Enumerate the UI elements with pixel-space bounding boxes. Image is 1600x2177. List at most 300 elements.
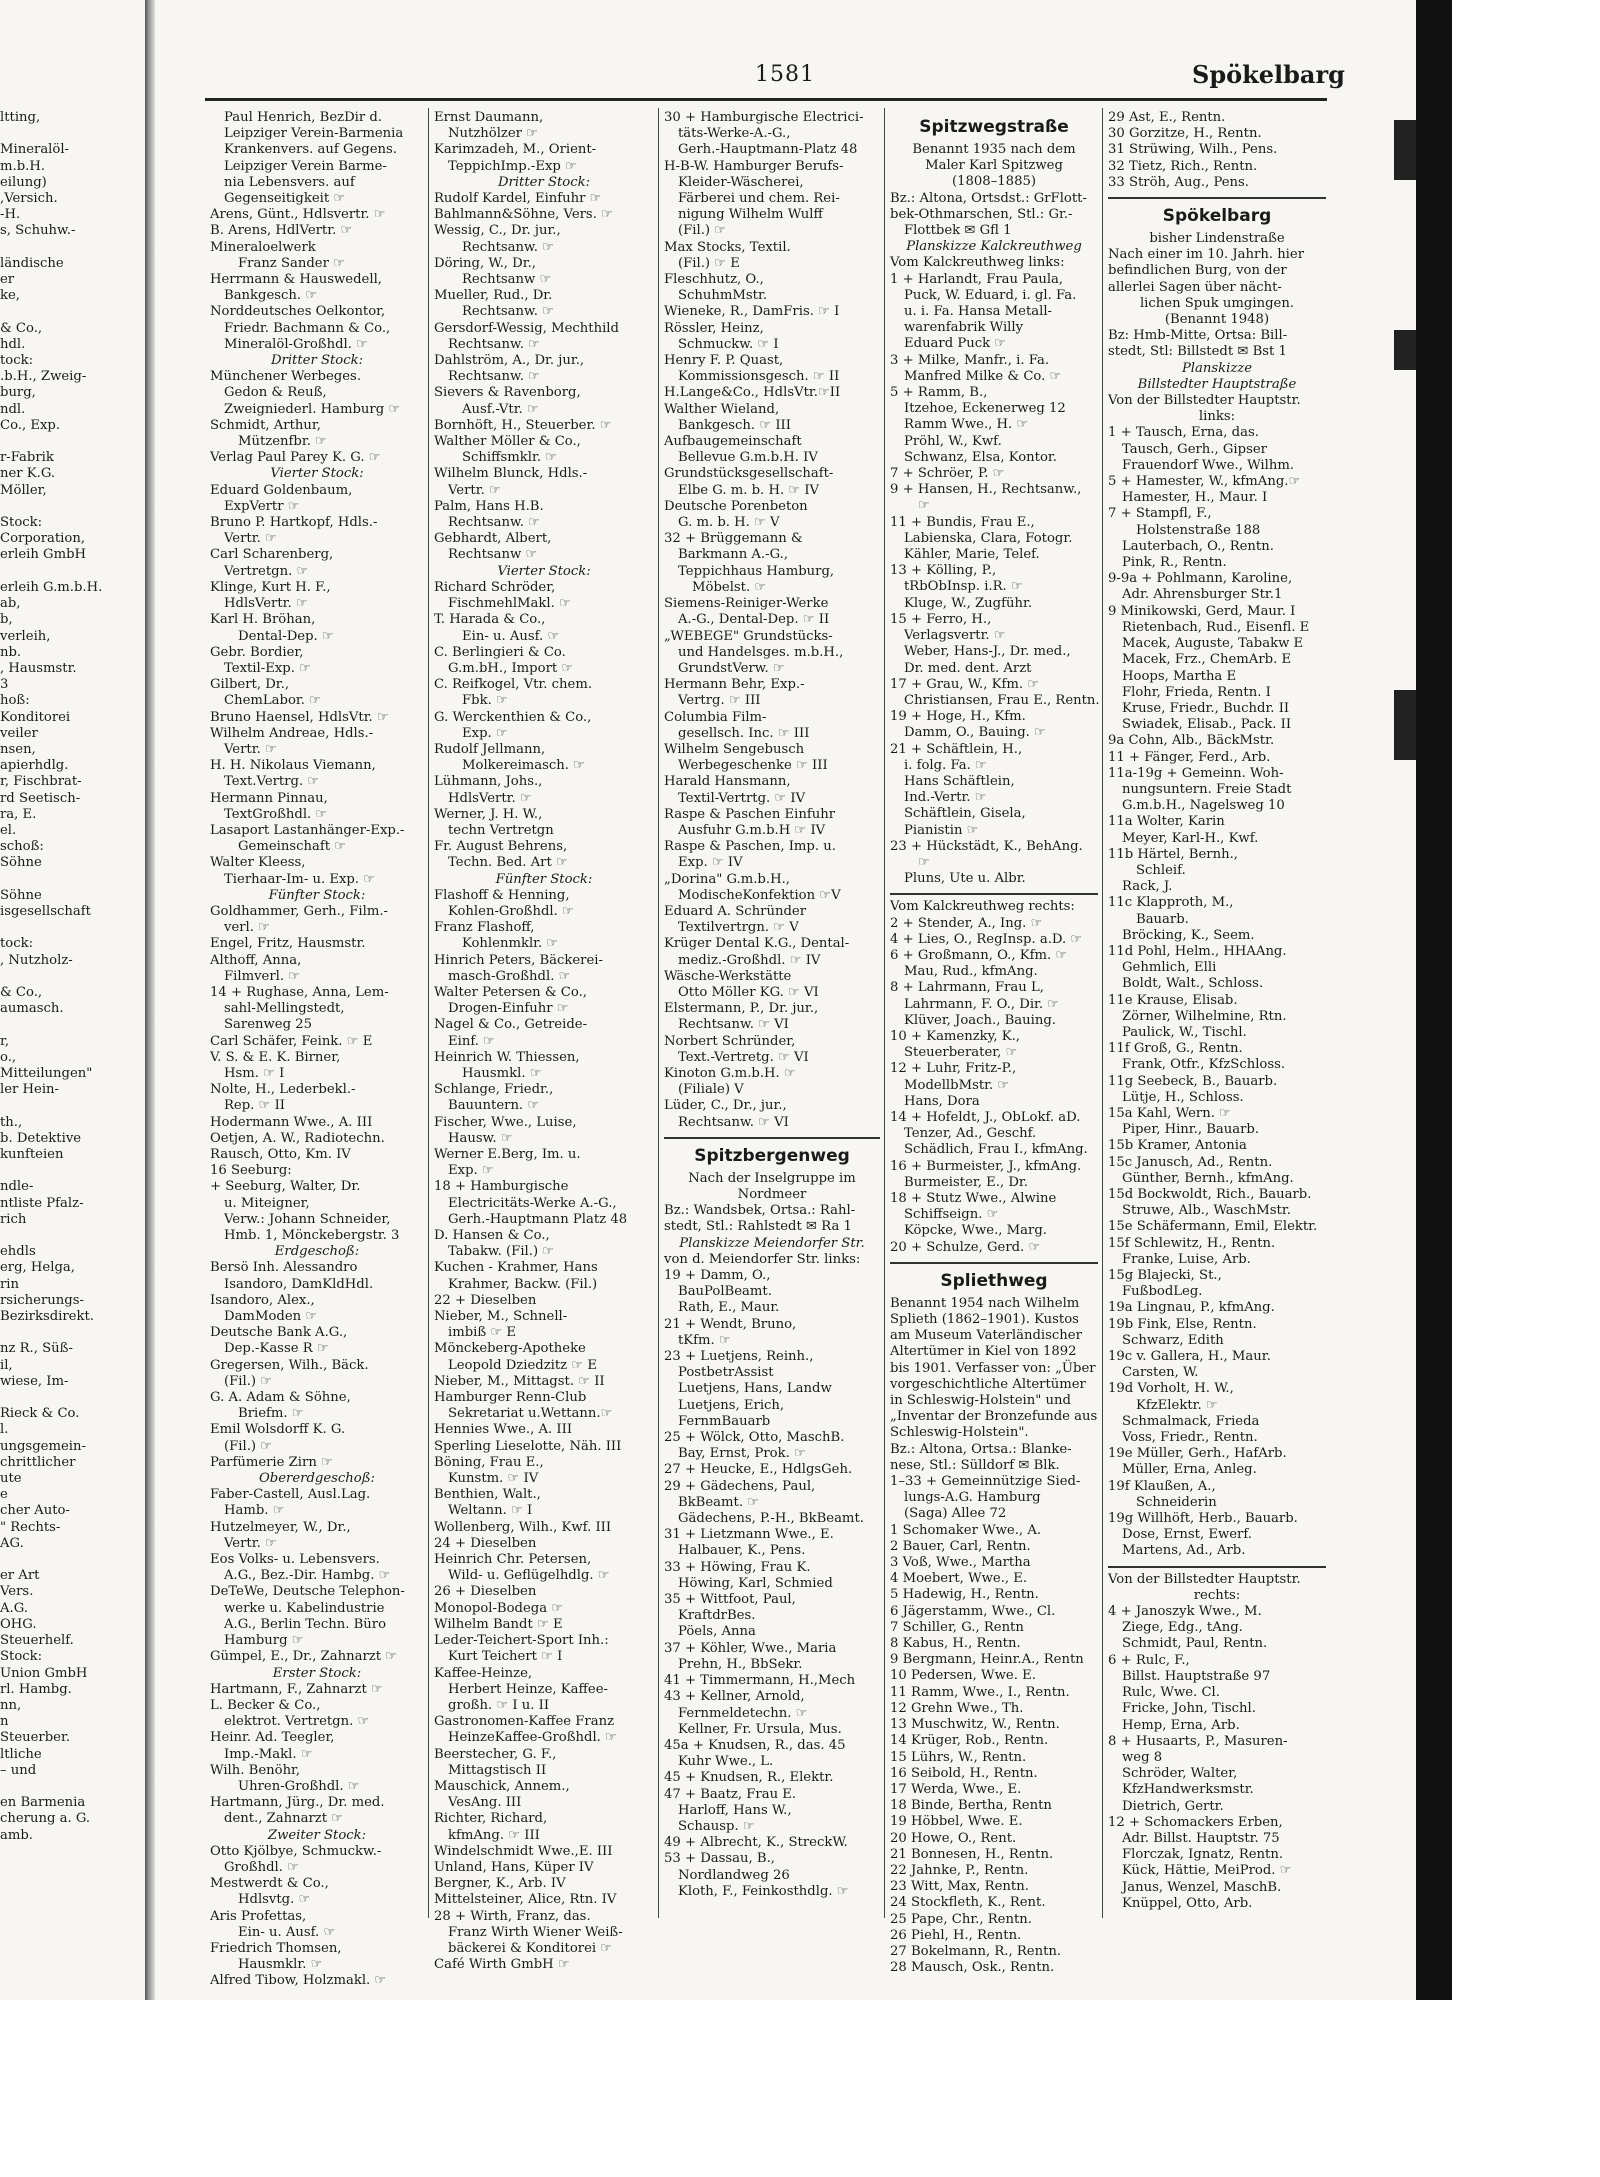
directory-entry: Bz: Hmb-Mitte, Ortsa: Bill- [1108, 328, 1288, 344]
directory-entry: Nieber, M., Schnell- [434, 1309, 568, 1325]
directory-entry: 9-9a + Pohlmann, Karoline, [1108, 571, 1293, 587]
directory-entry: Textil-Exp. ☞ [224, 660, 311, 676]
directory-entry: (Fil.) ☞ [224, 1373, 273, 1389]
directory-entry: C. Berlingieri & Co. [434, 644, 566, 660]
directory-entry: Eduard A. Schründer [664, 903, 807, 919]
fragment-line [0, 1098, 142, 1114]
directory-entry: Hausmkl. ☞ [462, 1065, 542, 1081]
fragment-line: b, [0, 612, 13, 628]
directory-entry: Tierhaar-Im- u. Exp. ☞ [224, 871, 376, 887]
directory-entry: Verw.: Johann Schneider, [224, 1211, 391, 1227]
directory-entry: 11 + Bundis, Frau E., [890, 514, 1035, 530]
directory-entry: G. A. Adam & Söhne, [210, 1390, 351, 1406]
directory-entry: Mau, Rud., kfmAng. [904, 964, 1038, 980]
directory-entry: Norddeutsches Oelkontor, [210, 304, 386, 320]
directory-entry: Ausfuhr G.m.b.H ☞ IV [678, 822, 826, 838]
directory-entry: nese, Stl.: Sülldorf ✉ Blk. [890, 1457, 1060, 1473]
directory-entry: Mauschick, Annem., [434, 1778, 570, 1794]
directory-entry: Schmidt, Paul, Rentn. [1122, 1636, 1268, 1652]
previous-page-fragment [0, 110, 142, 1920]
header-rule [205, 98, 1327, 101]
directory-entry: Franz Sander ☞ [238, 255, 345, 271]
directory-entry: Hennies Wwe., A. III [434, 1422, 573, 1438]
directory-entry: 19a Lingnau, P., kfmAng. [1108, 1300, 1275, 1316]
directory-entry: Benannt 1954 nach Wilhelm [890, 1295, 1080, 1311]
directory-entry: Heinr. Ad. Teegler, [210, 1730, 335, 1746]
directory-entry: sahl-Mellingstedt, [224, 1001, 345, 1017]
directory-entry: 11 Ramm, Wwe., I., Rentn. [890, 1684, 1070, 1700]
directory-entry: 6 + Rulc, F., [1108, 1652, 1190, 1668]
directory-entry: Gegenseitigkeit ☞ [224, 191, 346, 207]
directory-entry: Hsm. ☞ I [224, 1065, 285, 1081]
fragment-line: ltliche [0, 1746, 42, 1762]
directory-entry: Textilvertrgn. ☞ V [678, 920, 799, 936]
directory-entry: Mineralöl-Großhdl. ☞ [224, 336, 368, 352]
directory-entry: Text.Vertrg. ☞ [224, 774, 320, 790]
directory-entry: 17 Werda, Wwe., E. [890, 1781, 1022, 1797]
directory-entry: Hans Schäftlein, [904, 773, 1015, 789]
fragment-line [0, 1228, 142, 1244]
fragment-line: ländische [0, 255, 64, 271]
directory-entry: 20 Howe, O., Rent. [890, 1830, 1017, 1846]
fragment-line: hoß: [0, 693, 30, 709]
directory-entry: Kinoton G.m.b.H. ☞ [664, 1065, 796, 1081]
fragment-line: cher Auto- [0, 1503, 70, 1519]
section-label: Fünfter Stock: [495, 871, 593, 887]
directory-entry: Einf. ☞ [448, 1033, 495, 1049]
directory-entry: Schwanz, Elsa, Kontor. [904, 449, 1057, 465]
fragment-line: cherung a. G. [0, 1811, 91, 1827]
fragment-line: rich [0, 1211, 27, 1227]
directory-entry: Otto Kjölbye, Schmuckw.- [210, 1843, 382, 1859]
fragment-line: , Hausmstr. [0, 660, 77, 676]
directory-entry: Adr. Ahrensburger Str.1 [1122, 587, 1283, 603]
directory-entry: Rössler, Heinz, [664, 320, 764, 336]
directory-entry: V. S. & E. K. Birner, [210, 1049, 341, 1065]
directory-entry: 3 + Milke, Manfr., i. Fa. [890, 352, 1050, 368]
directory-entry: Exp. ☞ [462, 725, 508, 741]
directory-entry: Macek, Auguste, Tabakw E [1122, 636, 1304, 652]
fragment-line: erleih GmbH [0, 547, 87, 563]
directory-entry: Schleswig-Holstein". [890, 1425, 1029, 1441]
directory-entry: Wollenberg, Wilh., Kwf. III [434, 1519, 612, 1535]
directory-entry: Mineraloelwerk [210, 239, 316, 255]
directory-entry: Schneiderin [1136, 1494, 1217, 1510]
directory-entry: Hamburger Renn-Club [434, 1390, 587, 1406]
directory-entry: masch-Großhdl. ☞ [448, 968, 571, 984]
directory-entry: 2 Bauer, Carl, Rentn. [890, 1538, 1031, 1554]
directory-entry: HdlsVertr. ☞ [448, 790, 532, 806]
directory-entry: Struwe, Alb., WaschMstr. [1122, 1203, 1291, 1219]
directory-entry: Werner E.Berg, Im. u. [434, 1147, 581, 1162]
directory-entry: tKfm. ☞ [678, 1332, 731, 1348]
directory-entry: Sekretariat u.Wettann.☞ [448, 1406, 613, 1422]
directory-entry: 19c v. Gallera, H., Maur. [1108, 1349, 1271, 1365]
directory-entry: 19 + Damm, O., [664, 1268, 771, 1284]
directory-entry: Tenzer, Ad., Geschf. [904, 1126, 1037, 1142]
directory-column-3 [664, 110, 880, 1920]
fragment-line: s, Schuhw.- [0, 223, 76, 239]
directory-entry: Carsten, W. [1122, 1365, 1199, 1381]
fragment-line: Union GmbH [0, 1665, 88, 1681]
directory-entry: 15b Kramer, Antonia [1108, 1138, 1247, 1154]
directory-entry: Exp. ☞ [448, 1163, 494, 1179]
fragment-line: veiler [0, 725, 38, 741]
directory-entry: Bay, Ernst, Prok. ☞ [678, 1446, 806, 1462]
directory-entry: Paul Henrich, BezDir d. [224, 110, 382, 125]
fragment-line: ,Versich. [0, 191, 58, 207]
directory-entry: Mueller, Rud., Dr. [434, 288, 553, 304]
fragment-line [0, 1325, 142, 1341]
directory-entry: 31 + Lietzmann Wwe., E. [664, 1527, 834, 1543]
directory-entry: Werbegeschenke ☞ III [678, 758, 828, 774]
directory-entry: Splieth (1862–1901). Kustos [890, 1312, 1079, 1328]
section-label: Zweiter Stock: [267, 1827, 367, 1843]
directory-entry: Bornhöft, H., Steuerber. ☞ [434, 417, 612, 433]
directory-entry: Hemp, Erna, Arb. [1122, 1717, 1240, 1733]
directory-entry: Vertr. ☞ [224, 1535, 277, 1551]
directory-entry: Schausp. ☞ [678, 1818, 755, 1834]
directory-entry: 29 + Gädechens, Paul, [664, 1478, 816, 1494]
street-heading: Spliethweg [940, 1270, 1048, 1291]
directory-entry: Fleschhutz, O., [664, 272, 764, 288]
directory-entry: Schröder, Walter, [1122, 1766, 1238, 1782]
directory-entry: 4 + Janoszyk Wwe., M. [1108, 1604, 1262, 1620]
directory-entry: Kruse, Friedr., Buchdr. II [1122, 700, 1290, 716]
directory-entry: imbiß ☞ E [448, 1325, 517, 1341]
directory-entry: Gemeinschaft ☞ [238, 839, 347, 855]
directory-entry: 28 Mausch, Osk., Rentn. [890, 1960, 1055, 1976]
directory-entry: Zörner, Wilhelmine, Rtn. [1122, 1008, 1287, 1024]
street-heading: Spökelbarg [1162, 206, 1272, 227]
fragment-line: eilung) [0, 174, 47, 190]
directory-entry: nungsuntern. Freie Stadt [1122, 781, 1292, 797]
directory-entry: 9 Minikowski, Gerd, Maur. I [1108, 603, 1296, 619]
directory-entry: Möbelst. ☞ [692, 579, 767, 595]
directory-entry: 11g Seebeck, B., Bauarb. [1108, 1073, 1278, 1089]
directory-entry: Rulc, Wwe. Cl. [1122, 1685, 1220, 1701]
directory-entry: Hartmann, F., Zahnarzt ☞ [210, 1681, 383, 1697]
street-note: (Benannt 1948) [1164, 312, 1270, 328]
directory-entry: 19 Höbbel, Wwe. E. [890, 1814, 1023, 1830]
fragment-line: Rieck & Co. [0, 1406, 80, 1422]
directory-entry: Textil-Vertrtg. ☞ IV [678, 790, 806, 806]
directory-entry: Bellevue G.m.b.H. IV [678, 450, 818, 466]
directory-entry: 15f Schlewitz, H., Rentn. [1108, 1235, 1276, 1251]
directory-entry: Rechtsanw ☞ [448, 547, 538, 563]
directory-entry: Hoops, Martha E [1122, 668, 1237, 684]
directory-entry: KraftdrBes. [678, 1608, 756, 1624]
directory-entry: Gilbert, Dr., [210, 677, 290, 693]
directory-entry: TeppichImp.-Exp ☞ [448, 158, 577, 174]
directory-entry: Christiansen, Frau E., Rentn. [904, 692, 1100, 708]
fragment-line [0, 126, 142, 142]
directory-entry: (Fil.) ☞ [678, 223, 727, 239]
directory-entry: 11c Klapproth, M., [1108, 895, 1234, 911]
fragment-line: tock: [0, 936, 34, 952]
fragment-line: Mineralöl- [0, 142, 70, 158]
directory-entry: Werner, J. H. W., [434, 806, 543, 822]
directory-entry: L. Becker & Co., [210, 1697, 321, 1713]
directory-entry: Vom Kalckreuthweg rechts: [890, 899, 1075, 915]
directory-entry: 21 + Wendt, Bruno, [664, 1316, 797, 1332]
directory-entry: mediz.-Großhdl. ☞ IV [678, 952, 821, 968]
directory-entry: 45 + Knudsen, R., Elektr. [664, 1770, 834, 1786]
directory-entry: Vertretgn. ☞ [224, 563, 309, 579]
directory-entry: 26 + Dieselben [434, 1584, 537, 1600]
directory-entry: Café Wirth GmbH ☞ [434, 1957, 570, 1973]
directory-entry: Kurt Teichert ☞ I [448, 1649, 563, 1665]
directory-entry: Alfred Tibow, Holzmakl. ☞ [210, 1973, 387, 1989]
directory-entry: 53 + Dassau, B., [664, 1851, 775, 1867]
fragment-line [0, 872, 142, 888]
directory-entry: Gerh.-Hauptmann-Platz 48 [678, 142, 858, 158]
fragment-line: ntliste Pfalz- [0, 1195, 84, 1211]
directory-entry: lungs-A.G. Hamburg [904, 1490, 1041, 1506]
directory-entry: Lühmann, Johs., [434, 774, 543, 790]
directory-entry: Paulick, W., Tischl. [1122, 1024, 1247, 1040]
directory-entry: 25 Pape, Chr., Rentn. [890, 1911, 1032, 1927]
directory-entry: Schädlich, Frau I., kfmAng. [904, 1142, 1088, 1158]
directory-entry: Damm, O., Bauing. ☞ [904, 725, 1046, 741]
directory-entry: Schmuckw. ☞ I [678, 336, 779, 352]
directory-entry: 7 + Schröer, P. ☞ [890, 466, 1005, 482]
directory-entry: (Saga) Allee 72 [904, 1506, 1007, 1522]
directory-entry: C. Reifkogel, Vtr. chem. [434, 677, 593, 693]
directory-entry: Großhdl. ☞ [224, 1859, 299, 1875]
fragment-line: r-Fabrik [0, 450, 54, 466]
directory-entry: Rechtsanw. ☞ [448, 515, 540, 531]
section-label: Dritter Stock: [497, 174, 591, 190]
directory-entry: Drogen-Einfuhr ☞ [448, 1001, 569, 1017]
directory-entry: H-B-W. Hamburger Berufs- [664, 158, 844, 174]
street-divider [1108, 1566, 1326, 1568]
directory-entry: Mützenfbr. ☞ [238, 434, 327, 450]
directory-entry: (Fil.) ☞ E [678, 255, 740, 271]
directory-entry: in Schleswig-Holstein" und [890, 1393, 1071, 1409]
directory-entry: Henry F. P. Quast, [664, 353, 784, 369]
column-divider [428, 108, 429, 1918]
directory-entry: Bauuntern. ☞ [448, 1098, 540, 1114]
page-number: 1581 [755, 62, 815, 87]
directory-entry: Lasaport Lastanhänger-Exp.- [210, 822, 405, 838]
directory-entry: ModischeKonfektion ☞V [678, 887, 841, 903]
section-label: Erdgeschoß: [274, 1244, 360, 1260]
directory-entry: Gastronomen-Kaffee Franz [434, 1714, 615, 1730]
directory-entry: Rudolf Kardel, Einfuhr ☞ [434, 191, 602, 207]
fragment-line: n [0, 1714, 9, 1730]
section-label: Billstedter Hauptstraße [1137, 376, 1297, 392]
fragment-line: el. [0, 822, 17, 838]
directory-entry: Hermann Behr, Exp.- [664, 677, 805, 693]
directory-entry: Bz.: Altona, Ortsa.: Blanke- [890, 1441, 1072, 1457]
directory-entry: Krahmer, Backw. (Fil.) [448, 1276, 598, 1292]
fragment-line: .b.H., Zweig- [0, 369, 87, 385]
fragment-line: r, [0, 1033, 10, 1049]
directory-entry: 22 + Dieselben [434, 1292, 537, 1308]
directory-entry: Rietenbach, Rud., Eisenfl. E [1122, 619, 1310, 635]
directory-entry: Hamb. ☞ [224, 1503, 285, 1519]
directory-entry: 21 + Schäftlein, H., [890, 741, 1023, 757]
fragment-line: wiese, Im- [0, 1373, 69, 1389]
directory-entry: Franke, Luise, Arb. [1122, 1251, 1251, 1267]
directory-entry: Gebhardt, Albert, [434, 531, 552, 547]
directory-entry: KfzElektr. ☞ [1136, 1397, 1218, 1413]
section-label: Fünfter Stock: [268, 887, 366, 903]
directory-entry: Kuhr Wwe., L. [678, 1754, 774, 1770]
directory-entry: Mittagstisch II [448, 1762, 547, 1778]
directory-entry: Burmeister, E., Dr. [904, 1174, 1028, 1190]
directory-entry: 13 Muschwitz, W., Rentn. [890, 1717, 1060, 1733]
directory-entry: 29 Ast, E., Rentn. [1108, 110, 1226, 125]
directory-entry: Pöels, Anna [678, 1624, 756, 1640]
directory-entry: DamModen ☞ [224, 1309, 318, 1325]
directory-entry: 27 Bokelmann, R., Rentn. [890, 1943, 1062, 1959]
directory-entry: Heinrich W. Thiessen, [434, 1049, 580, 1065]
directory-entry: Macek, Frz., ChemArb. E [1122, 652, 1292, 668]
directory-entry: 5 Hadewig, H., Rentn. [890, 1587, 1039, 1603]
directory-entry: A.G., Berlin Techn. Büro [224, 1616, 387, 1632]
directory-entry: kfmAng. ☞ III [448, 1827, 540, 1843]
directory-entry: „WEBEGE" Grundstücks- [664, 628, 833, 644]
directory-entry: Wilhelm Sengebusch [664, 741, 805, 757]
directory-entry: Kohlenmklr. ☞ [462, 936, 559, 952]
directory-entry: 18 + Stutz Wwe., Alwine [890, 1191, 1057, 1206]
directory-entry: 15a Kahl, Wern. ☞ [1108, 1105, 1231, 1121]
directory-entry: 1–33 + Gemeinnützige Sied- [890, 1474, 1081, 1490]
fragment-line: r, Fischbrat- [0, 774, 82, 790]
directory-entry: 22 Jahnke, P., Rentn. [890, 1862, 1029, 1878]
directory-entry: Hmb. 1, Mönckebergstr. 3 [224, 1228, 400, 1244]
directory-entry: 41 + Timmermann, H.,Mech [664, 1673, 856, 1689]
directory-entry: Fernmeldetechn. ☞ [678, 1705, 808, 1721]
directory-entry: Franz Flashoff, [434, 920, 535, 936]
directory-entry: „Inventar der Bronzefunde aus [890, 1409, 1098, 1425]
directory-entry: FußbodLeg. [1122, 1284, 1203, 1300]
directory-entry: Bruno P. Hartkopf, Hdls.- [210, 515, 378, 531]
directory-entry: Gedon & Reuß, [224, 385, 327, 401]
directory-entry: Teppichhaus Hamburg, [678, 563, 835, 579]
fragment-line: hdl. [0, 336, 26, 352]
directory-entry: Verlag Paul Parey K. G. ☞ [210, 450, 381, 466]
directory-entry: Hinrich Peters, Bäckerei- [434, 952, 603, 968]
directory-entry: Elbe G. m. b. H. ☞ IV [678, 482, 820, 498]
directory-entry: G. Werckenthien & Co., [434, 709, 592, 725]
directory-entry: FernmBauarb [678, 1413, 771, 1429]
directory-entry: Rechtsanw. ☞ [448, 336, 540, 352]
directory-entry: Norbert Schründer, [664, 1033, 796, 1049]
directory-entry: Gersdorf-Wessig, Mechthild [434, 320, 619, 336]
directory-entry: Nutzhölzer ☞ [448, 126, 539, 142]
directory-entry: 16 Seeburg: [210, 1163, 292, 1179]
directory-entry: 19b Fink, Else, Rentn. [1108, 1316, 1257, 1332]
binding-gutter [145, 0, 155, 2000]
fragment-line: Steuerhelf. [0, 1633, 74, 1649]
section-label: Obererdgeschoß: [259, 1471, 375, 1487]
directory-entry: Filmverl. ☞ [224, 968, 301, 984]
directory-entry: Wäsche-Werkstätte [664, 968, 792, 984]
fragment-line: Corporation, [0, 531, 86, 547]
directory-entry: H. H. Nikolaus Viemann, [210, 758, 376, 774]
directory-entry: Pianistin ☞ [904, 822, 979, 838]
directory-entry: Unland, Hans, Küper IV [434, 1859, 594, 1875]
directory-entry: Herbert Heinze, Kaffee- [448, 1681, 608, 1697]
directory-entry: Leipziger Verein-Barmenia [224, 126, 404, 142]
directory-entry: 8 + Lahrmann, Frau L, [890, 980, 1044, 996]
directory-entry: 30 + Hamburgische Electrici- [664, 110, 864, 125]
directory-entry: 18 Binde, Bertha, Rentn [890, 1798, 1052, 1814]
directory-entry: 21 Bonnesen, H., Rentn. [890, 1846, 1054, 1862]
directory-entry: Gregersen, Wilh., Bäck. [210, 1357, 369, 1373]
directory-entry: 6 + Großmann, O., Kfm. ☞ [890, 947, 1068, 963]
fragment-line: & Co., [0, 984, 43, 1000]
directory-entry: Gerh.-Hauptmann Platz 48 [448, 1211, 628, 1227]
street-divider [890, 893, 1098, 895]
fragment-line: tock: [0, 353, 34, 369]
directory-entry: Carl Scharenberg, [210, 547, 334, 563]
directory-entry: Klinge, Kurt H. F., [210, 579, 331, 595]
directory-entry: Schwarz, Edith [1122, 1332, 1224, 1348]
directory-entry: Gädechens, P.-H., BkBeamt. [678, 1511, 864, 1527]
directory-entry: BauPolBeamt. [678, 1284, 772, 1300]
fragment-line: – und [0, 1762, 37, 1778]
directory-entry: Dietrich, Gertr. [1122, 1798, 1224, 1814]
directory-entry: Isandoro, Alex., [210, 1292, 315, 1308]
directory-entry: 23 + Hückstädt, K., BehAng. [890, 838, 1083, 854]
directory-entry: Molkereimasch. ☞ [462, 758, 586, 774]
directory-entry: vorgeschichtliche Altertümer [890, 1376, 1086, 1392]
directory-entry: 49 + Albrecht, K., StreckW. [664, 1835, 848, 1851]
directory-entry: Steuerberater, ☞ [904, 1045, 1018, 1061]
directory-entry: 18 + Hamburgische [434, 1179, 569, 1195]
directory-entry: Kommissionsgesch. ☞ II [678, 369, 840, 385]
directory-entry: Lahrmann, F. O., Dir. ☞ [904, 996, 1060, 1012]
directory-entry: Ziege, Edg., tAng. [1122, 1620, 1243, 1636]
directory-entry: Bruno Haensel, HdlsVtr. ☞ [210, 709, 389, 725]
directory-entry: 12 + Luhr, Fritz-P., [890, 1061, 1017, 1077]
street-heading: Spitzbergenweg [694, 1145, 850, 1166]
directory-entry: Frauendorf Wwe., Wilhm. [1122, 457, 1295, 473]
section-label: Planskizze [1181, 360, 1253, 376]
directory-entry: 37 + Köhler, Wwe., Maria [664, 1640, 837, 1656]
directory-entry: FischmehlMakl. ☞ [448, 596, 571, 612]
directory-entry: Imp.-Makl. ☞ [224, 1746, 313, 1762]
directory-entry: Vertr. ☞ [224, 531, 277, 547]
directory-entry: Wilhelm Andreae, Hdls.- [210, 725, 374, 741]
directory-entry: Tausch, Gerh., Gipser [1122, 441, 1267, 457]
directory-entry: Wilhelm Blunck, Hdls.- [434, 466, 588, 482]
fragment-line: b. Detektive [0, 1130, 82, 1146]
directory-entry: Prehn, H., BbSekr. [678, 1656, 803, 1672]
directory-entry: Columbia Film- [664, 709, 767, 725]
directory-entry: Ernst Daumann, [434, 110, 544, 125]
directory-entry: stedt, Stl.: Rahlstedt ✉ Ra 1 [664, 1219, 852, 1235]
directory-entry: Deutsche Bank A.G., [210, 1325, 348, 1341]
directory-entry: Fricke, John, Tischl. [1122, 1701, 1256, 1717]
fragment-line: m.b.H. [0, 158, 46, 174]
directory-entry: 9 + Hansen, H., Rechtsanw., [890, 482, 1082, 498]
directory-entry: 2 + Stender, A., Ing. ☞ [890, 915, 1043, 931]
directory-entry: Mittelsteiner, Alice, Rtn. IV [434, 1892, 617, 1908]
fragment-line [0, 969, 142, 985]
directory-entry: von d. Meiendorfer Str. links: [664, 1251, 861, 1267]
fragment-line: erg, Helga, [0, 1260, 75, 1276]
fragment-line [0, 1017, 142, 1033]
running-head: Spökelbarg [1192, 60, 1345, 89]
directory-entry: befindlichen Burg, von der [1108, 263, 1287, 279]
directory-entry: 7 + Stampfl, F., [1108, 506, 1212, 522]
directory-entry: Billst. Hauptstraße 97 [1122, 1668, 1271, 1684]
